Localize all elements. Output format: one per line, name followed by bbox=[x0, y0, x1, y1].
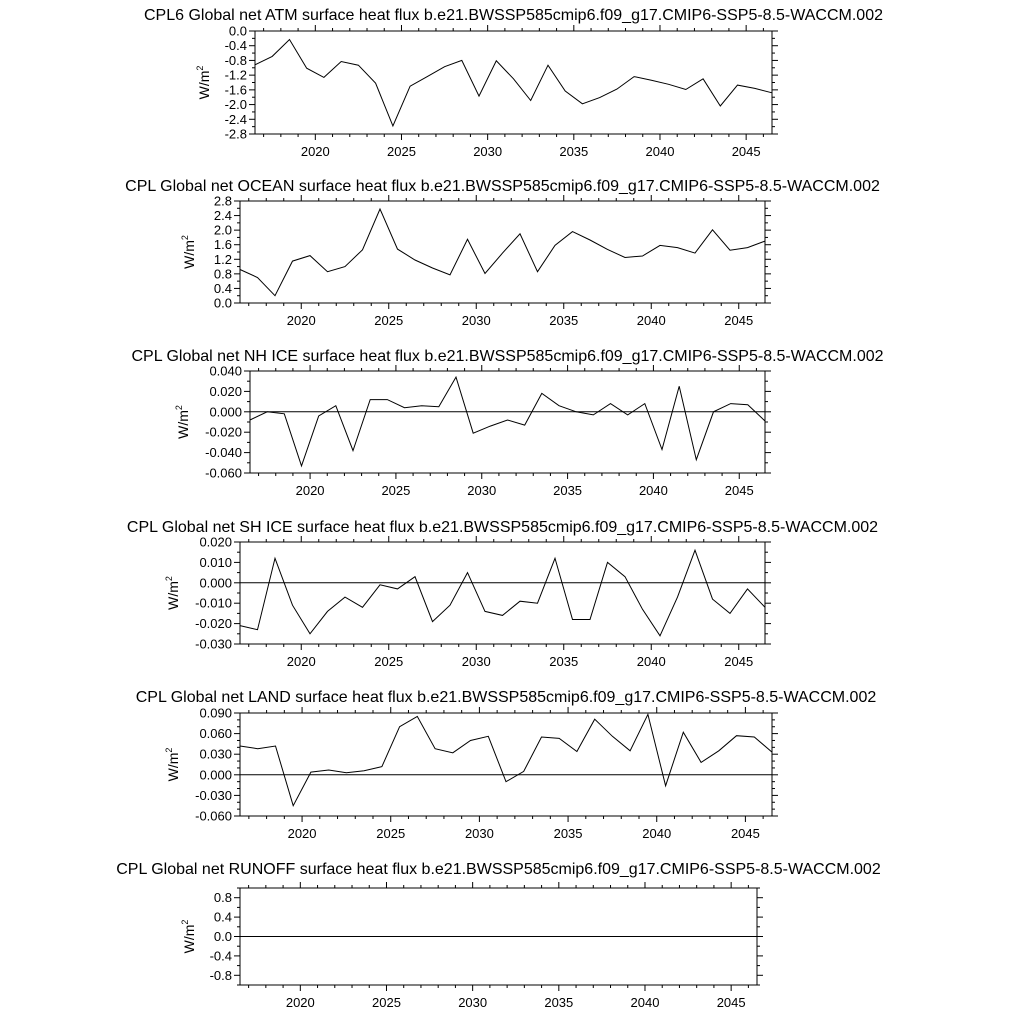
y-tick-label: -0.010 bbox=[195, 595, 232, 611]
y-tick-label: 0.8 bbox=[213, 266, 232, 282]
y-tick-label: -0.4 bbox=[209, 948, 232, 964]
x-tick-label: 2040 bbox=[636, 654, 666, 669]
x-tick-label: 2040 bbox=[645, 144, 675, 159]
y-tick-label: -0.060 bbox=[195, 808, 232, 824]
series-line bbox=[250, 377, 765, 466]
y-tick-label: -0.4 bbox=[224, 38, 247, 54]
chart-title: CPL Global net OCEAN surface heat flux b.e21.BWSSP585cmip6.f09_g17.CMIP6-SSP5-8.5-WACCM.002 bbox=[125, 178, 880, 195]
x-tick-label: 2020 bbox=[295, 483, 325, 498]
y-tick-label: -0.8 bbox=[224, 52, 247, 68]
y-axis-label bbox=[164, 748, 181, 782]
chart-title: CPL Global net LAND surface heat flux b.e21.BWSSP585cmip6.f09_g17.CMIP6-SSP5-8.5-WACCM.002 bbox=[135, 689, 877, 706]
y-axis-label bbox=[180, 920, 197, 954]
x-tick-label: 2035 bbox=[559, 144, 589, 159]
x-tick-label: 2030 bbox=[467, 483, 497, 498]
chart-panel-4 bbox=[127, 519, 878, 669]
y-tick-label: 0.4 bbox=[213, 280, 232, 296]
y-tick-label: 0.010 bbox=[199, 554, 232, 570]
y-tick-label: -0.020 bbox=[205, 424, 242, 440]
y-axis-label bbox=[195, 66, 212, 100]
y-axis-label-text: W/m bbox=[165, 581, 181, 610]
series-line bbox=[240, 550, 765, 636]
x-tick-label: 2030 bbox=[461, 313, 491, 328]
x-tick-label: 2030 bbox=[473, 144, 503, 159]
x-tick-label: 2040 bbox=[638, 483, 668, 498]
chart-title: CPL Global net SH ICE surface heat flux b.e21.BWSSP585cmip6.f09_g17.CMIP6-SSP5-8.5-WACCM.002 bbox=[126, 519, 879, 536]
x-tick-label: 2025 bbox=[374, 654, 404, 669]
x-tick-label: 2035 bbox=[553, 826, 583, 841]
y-axis-label-sup: 2 bbox=[164, 747, 174, 753]
chart-panel-5 bbox=[136, 689, 877, 841]
y-tick-label: 0.020 bbox=[209, 383, 242, 399]
y-tick-label: 0.090 bbox=[199, 705, 232, 721]
y-axis-label-sup: 2 bbox=[195, 65, 205, 71]
plot-frame bbox=[240, 713, 772, 816]
chart-panel-3 bbox=[131, 348, 883, 498]
y-tick-label: 0.060 bbox=[199, 726, 232, 742]
x-tick-label: 2020 bbox=[286, 654, 316, 669]
y-tick-label: 0.0 bbox=[228, 23, 247, 39]
y-tick-label: 0.000 bbox=[209, 404, 242, 420]
x-tick-label: 2040 bbox=[630, 995, 660, 1010]
y-tick-label: 2.8 bbox=[213, 193, 232, 209]
x-tick-label: 2020 bbox=[286, 313, 316, 328]
y-axis-label-text: W/m bbox=[181, 924, 197, 954]
x-tick-label: 2025 bbox=[376, 826, 406, 841]
plot-frame bbox=[255, 31, 772, 134]
x-tick-label: 2020 bbox=[285, 995, 315, 1010]
y-tick-label: -2.0 bbox=[224, 97, 247, 113]
y-axis-label bbox=[174, 405, 191, 439]
y-tick-label: -2.4 bbox=[224, 111, 247, 127]
y-axis-label-text: W/m bbox=[175, 410, 191, 439]
x-tick-label: 2030 bbox=[461, 654, 491, 669]
y-tick-label: -1.6 bbox=[224, 82, 247, 98]
y-tick-label: 0.030 bbox=[199, 746, 232, 762]
y-axis-label bbox=[180, 235, 197, 269]
plot-frame bbox=[240, 542, 765, 644]
y-tick-label: -0.030 bbox=[195, 636, 232, 652]
series-line bbox=[240, 714, 772, 805]
y-tick-label: -0.060 bbox=[205, 465, 242, 481]
x-tick-label: 2020 bbox=[300, 144, 330, 159]
chart-panel-1 bbox=[144, 7, 883, 159]
x-tick-label: 2035 bbox=[549, 313, 579, 328]
y-tick-label: 1.2 bbox=[213, 251, 232, 267]
y-tick-label: -0.030 bbox=[195, 787, 232, 803]
y-tick-label: 0.8 bbox=[213, 890, 232, 906]
chart-panel-2 bbox=[125, 178, 880, 328]
x-tick-label: 2045 bbox=[724, 483, 754, 498]
x-tick-label: 2040 bbox=[642, 826, 672, 841]
y-tick-label: 0.040 bbox=[209, 363, 242, 379]
y-tick-label: -2.8 bbox=[224, 126, 247, 142]
x-tick-label: 2045 bbox=[724, 654, 754, 669]
y-axis-label-sup: 2 bbox=[180, 235, 190, 241]
y-tick-label: 0.0 bbox=[213, 295, 232, 311]
y-tick-label: 0.020 bbox=[199, 534, 232, 550]
y-tick-label: 0.000 bbox=[199, 767, 232, 783]
y-tick-label: -0.8 bbox=[209, 967, 232, 983]
y-axis-label-sup: 2 bbox=[180, 919, 190, 925]
series-line bbox=[240, 209, 765, 296]
series-line bbox=[255, 40, 772, 126]
x-tick-label: 2025 bbox=[381, 483, 411, 498]
y-tick-label: 0.000 bbox=[199, 575, 232, 591]
x-tick-label: 2035 bbox=[553, 483, 583, 498]
chart-panel-6 bbox=[116, 861, 881, 1010]
x-tick-label: 2025 bbox=[387, 144, 416, 159]
y-tick-label: 0.0 bbox=[213, 929, 232, 944]
chart-title: CPL Global net NH ICE surface heat flux b.e21.BWSSP585cmip6.f09_g17.CMIP6-SSP5-8.5-WACCM.002 bbox=[131, 348, 884, 365]
y-tick-label: -1.2 bbox=[224, 67, 247, 83]
y-axis-label-text: W/m bbox=[196, 70, 212, 100]
x-tick-label: 2040 bbox=[636, 313, 666, 328]
x-tick-label: 2035 bbox=[549, 654, 579, 669]
y-tick-label: 0.4 bbox=[213, 909, 232, 925]
y-tick-label: 1.6 bbox=[213, 237, 232, 253]
x-tick-label: 2025 bbox=[372, 995, 401, 1010]
chart-title: CPL Global net RUNOFF surface heat flux b.e21.BWSSP585cmip6.f09_g17.CMIP6-SSP5-8.5-WACCM.002 bbox=[116, 861, 881, 878]
y-axis-label bbox=[164, 576, 181, 610]
y-axis-label-text: W/m bbox=[181, 240, 197, 269]
y-tick-label: 2.4 bbox=[213, 208, 232, 224]
x-tick-label: 2045 bbox=[724, 313, 754, 328]
chart-title: CPL6 Global net ATM surface heat flux b.e21.BWSSP585cmip6.f09_g17.CMIP6-SSP5-8.5-WACCM.002 bbox=[143, 7, 884, 24]
x-tick-label: 2045 bbox=[731, 144, 761, 159]
x-tick-label: 2035 bbox=[544, 995, 574, 1010]
x-tick-label: 2030 bbox=[458, 995, 488, 1010]
y-tick-label: 2.0 bbox=[213, 222, 232, 238]
y-tick-label: -0.040 bbox=[205, 445, 242, 461]
y-axis-label-text: W/m bbox=[165, 752, 181, 782]
plot-frame bbox=[240, 201, 765, 303]
x-tick-label: 2045 bbox=[716, 995, 746, 1010]
y-axis-label-sup: 2 bbox=[174, 405, 184, 411]
x-tick-label: 2030 bbox=[464, 826, 494, 841]
y-axis-label-sup: 2 bbox=[164, 576, 174, 582]
x-tick-label: 2025 bbox=[374, 313, 404, 328]
x-tick-label: 2045 bbox=[730, 826, 760, 841]
x-tick-label: 2020 bbox=[287, 826, 317, 841]
y-tick-label: -0.020 bbox=[195, 616, 232, 632]
